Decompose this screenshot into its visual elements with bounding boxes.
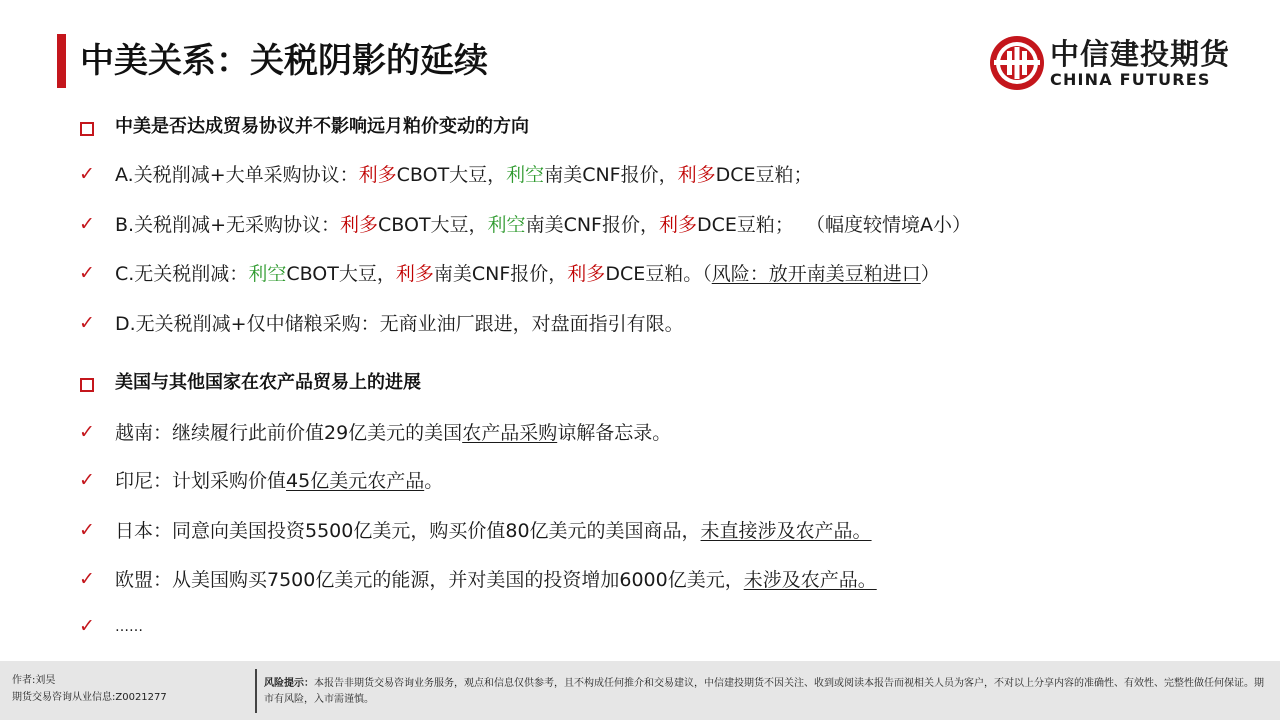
text-segment: 利空 [487,214,526,236]
text-segment: CBOT大豆， [378,214,488,236]
item-text [115,466,443,496]
text-segment: DCE豆粕； [715,164,813,186]
text-segment: CBOT大豆， [286,263,396,285]
footer-risk-disclaimer [264,676,1264,708]
text-segment: C.无关税削减： [115,263,249,285]
text-segment: 利多 [340,214,379,236]
text-segment: 利多 [677,164,716,186]
text-segment: DCE豆粕； （幅度较情境A小） [697,214,971,236]
text-segment: 利多 [567,263,606,285]
text-segment: …… [115,619,143,635]
text-segment: 印尼：计划采购价值 [115,470,287,492]
text-segment: 农产品采购 [462,422,558,444]
section1-heading: 中美是否达成贸易协议并不影响远月粕价变动的方向 [115,116,529,137]
text-segment: CBOT大豆， [396,164,507,186]
checkmark-icon: ✓ [79,469,95,491]
item-text [115,259,940,289]
footer-divider [255,669,257,713]
text-segment: 越南：继续履行此前价值29亿美元的美国 [115,422,463,444]
footer-license: 期货交易咨询从业信息:Z0021277 [12,692,167,703]
text-segment: 风险：放开南美豆粕进口 [711,263,921,285]
text-segment: 南美CNF报价， [433,263,568,285]
text-segment: 利空 [248,263,287,285]
title-accent-bar [57,34,66,88]
text-segment: D.无关税削减+仅中储粮采购：无商业油厂跟进，对盘面指引有限。 [115,313,684,335]
item-text [115,516,872,546]
risk-label: 风险提示： [264,678,314,689]
citic-logo-icon [988,34,1046,92]
company-logo [988,34,1231,92]
footer-author: 作者:刘昊 [12,675,56,686]
square-bullet-icon [80,378,94,392]
text-segment: 利多 [395,263,434,285]
text-segment: DCE豆粕。（ [605,263,712,285]
checkmark-icon: ✓ [79,312,95,334]
page-title: 中美关系：关税阴影的延续 [80,41,488,81]
risk-text: 本报告非期货交易咨询业务服务，观点和信息仅供参考，且不构成任何推介和交易建议，中信建投期货不因关注、收到或阅读本报告而视相关人员为客户，不对以上分享内容的准确性、有效性、完整性做任何保证。期市有风险，入市需谨慎。 [264,678,1264,705]
item-text [115,418,671,448]
text-segment: 谅解备忘录。 [557,422,672,444]
item-text [115,160,813,190]
checkmark-icon: ✓ [79,519,95,541]
item-text [115,210,971,240]
text-segment: 利多 [358,164,397,186]
text-segment: 日本：同意向美国投资5500亿美元，购买价值80亿美元的美国商品， [115,520,701,542]
logo-english-name: CHINA FUTURES [1050,70,1211,89]
text-segment: 未涉及农产品。 [743,569,877,591]
checkmark-icon: ✓ [79,568,95,590]
text-segment: ） [920,263,940,285]
text-segment: 利多 [658,214,697,236]
checkmark-icon: ✓ [79,615,95,637]
text-segment: 南美CNF报价， [544,164,678,186]
checkmark-icon: ✓ [79,213,95,235]
square-bullet-icon [80,122,94,136]
text-segment: B.关税削减+无采购协议： [115,214,340,236]
checkmark-icon: ✓ [79,163,95,185]
text-segment: 45亿美元农产品 [286,470,425,492]
item-text [115,565,877,595]
section2-heading: 美国与其他国家在农产品贸易上的进展 [115,372,421,393]
item-text [115,309,684,339]
logo-chinese-name: 中信建投期货 [1050,37,1231,71]
text-segment: A.关税削减+大单采购协议： [115,164,359,186]
text-segment: 。 [424,470,444,492]
text-segment: 利空 [506,164,545,186]
text-segment: 欧盟：从美国购买7500亿美元的能源，并对美国的投资增加6000亿美元， [115,569,744,591]
footer [0,661,1280,720]
checkmark-icon: ✓ [79,262,95,284]
text-segment: 未直接涉及农产品。 [700,520,872,542]
item-text [115,612,143,642]
checkmark-icon: ✓ [79,421,95,443]
text-segment: 南美CNF报价， [525,214,659,236]
